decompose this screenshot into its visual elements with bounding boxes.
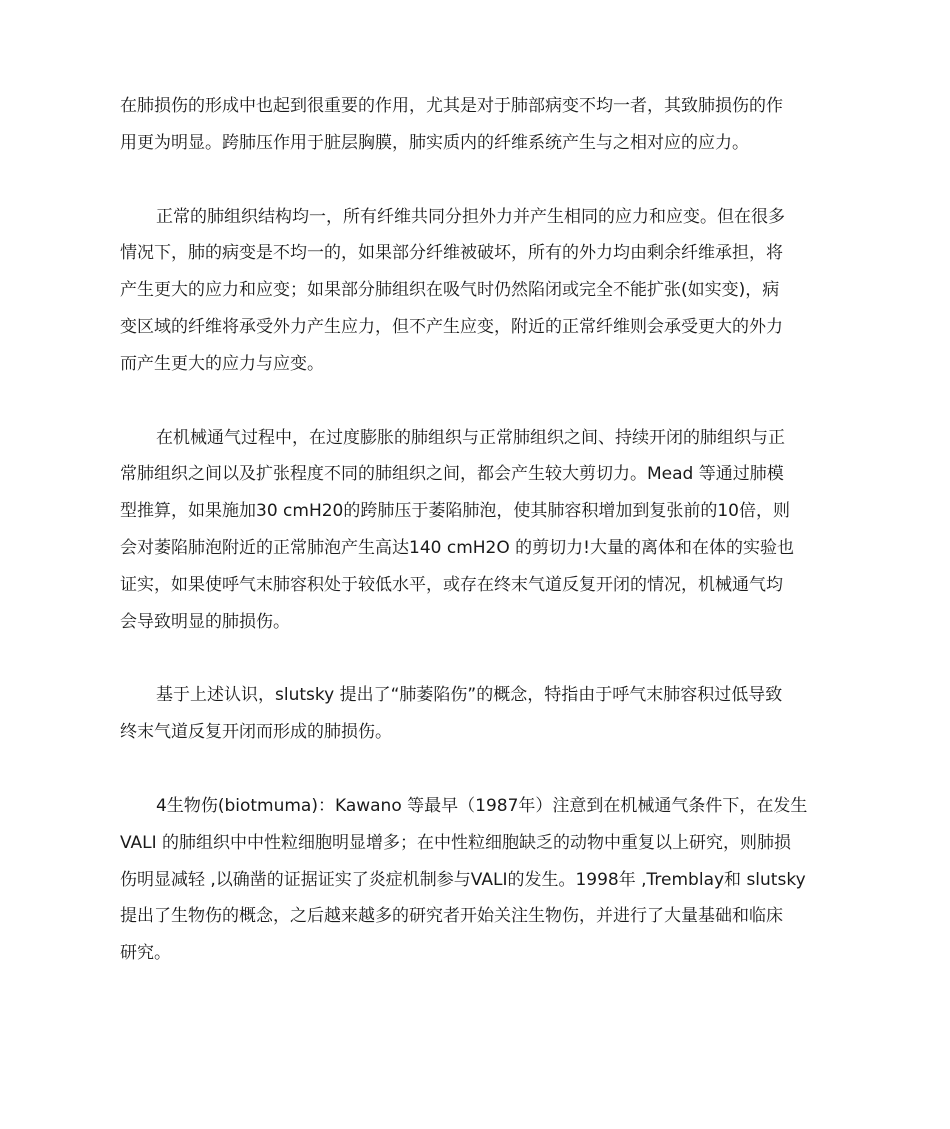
text-line: 正常的肺组织结构均一，所有纤维共同分担外力并产生相同的应力和应变。但在很多 <box>156 206 785 227</box>
text-line: 证实，如果使呼气末肺容积处于较低水平，或存在终末气道反复开闭的情况，机械通气均 <box>120 574 783 595</box>
text-line: 型推算，如果施加30 cmH20的跨肺压于萎陷肺泡，使其肺容积增加到复张前的10倍，则 <box>120 501 790 522</box>
text-line: 会对萎陷肺泡附近的正常肺泡产生高达140 cmH2O 的剪切力!大量的离体和在体的实验也 <box>120 537 794 558</box>
paragraph-1 <box>120 88 832 162</box>
text-line: VALI 的肺组织中中性粒细胞明显增多；在中性粒细胞缺乏的动物中重复以上研究，则肺损 <box>120 832 792 853</box>
text-line: 提出了生物伤的概念，之后越来越多的研究者开始关注生物伤，并进行了大量基础和临床 <box>120 906 783 927</box>
text-line: 常肺组织之间以及扩张程度不同的肺组织之间，都会产生较大剪切力。Mead 等通过肺模 <box>120 464 784 485</box>
text-line: 产生更大的应力和应变；如果部分肺组织在吸气时仍然陷闭或完全不能扩张(如实变)，病 <box>120 280 780 301</box>
text-line: 用更为明显。跨肺压作用于脏层胸膜，肺实质内的纤维系统产生与之相对应的应力。 <box>120 132 749 153</box>
text-line: 会导致明显的肺损伤。 <box>120 611 290 632</box>
paragraph-3 <box>120 420 832 641</box>
document-body <box>120 88 832 1009</box>
paragraph-5 <box>120 788 832 972</box>
text-line: 研究。 <box>120 943 171 964</box>
text-line: 基于上述认识，slutsky 提出了“肺萎陷伤”的概念，特指由于呼气末肺容积过低导致 <box>156 685 783 706</box>
text-line: 情况下，肺的病变是不均一的，如果部分纤维被破坏，所有的外力均由剩余纤维承担，将 <box>120 243 783 264</box>
text-line: 在肺损伤的形成中也起到很重要的作用，尤其是对于肺部病变不均一者，其致肺损伤的作 <box>120 96 783 116</box>
paragraph-4 <box>120 677 832 751</box>
text-line: 4生物伤(biotmuma)：Kawano 等最早（1987年）注意到在机械通气条件下，在发生 <box>156 795 808 816</box>
text-line: 在机械通气过程中，在过度膨胀的肺组织与正常肺组织之间、持续开闭的肺组织与正 <box>156 427 785 448</box>
paragraph-2 <box>120 199 832 383</box>
text-line: 变区域的纤维将承受外力产生应力，但不产生应变，附近的正常纤维则会承受更大的外力 <box>120 316 783 337</box>
text-line: 终末气道反复开闭而形成的肺损伤。 <box>120 722 392 743</box>
text-line: 而产生更大的应力与应变。 <box>120 353 324 374</box>
text-line: 伤明显减轻 ,以确凿的证据证实了炎症机制参与VALI的发生。1998年 ,Tremblay和 slutsky <box>120 869 806 890</box>
